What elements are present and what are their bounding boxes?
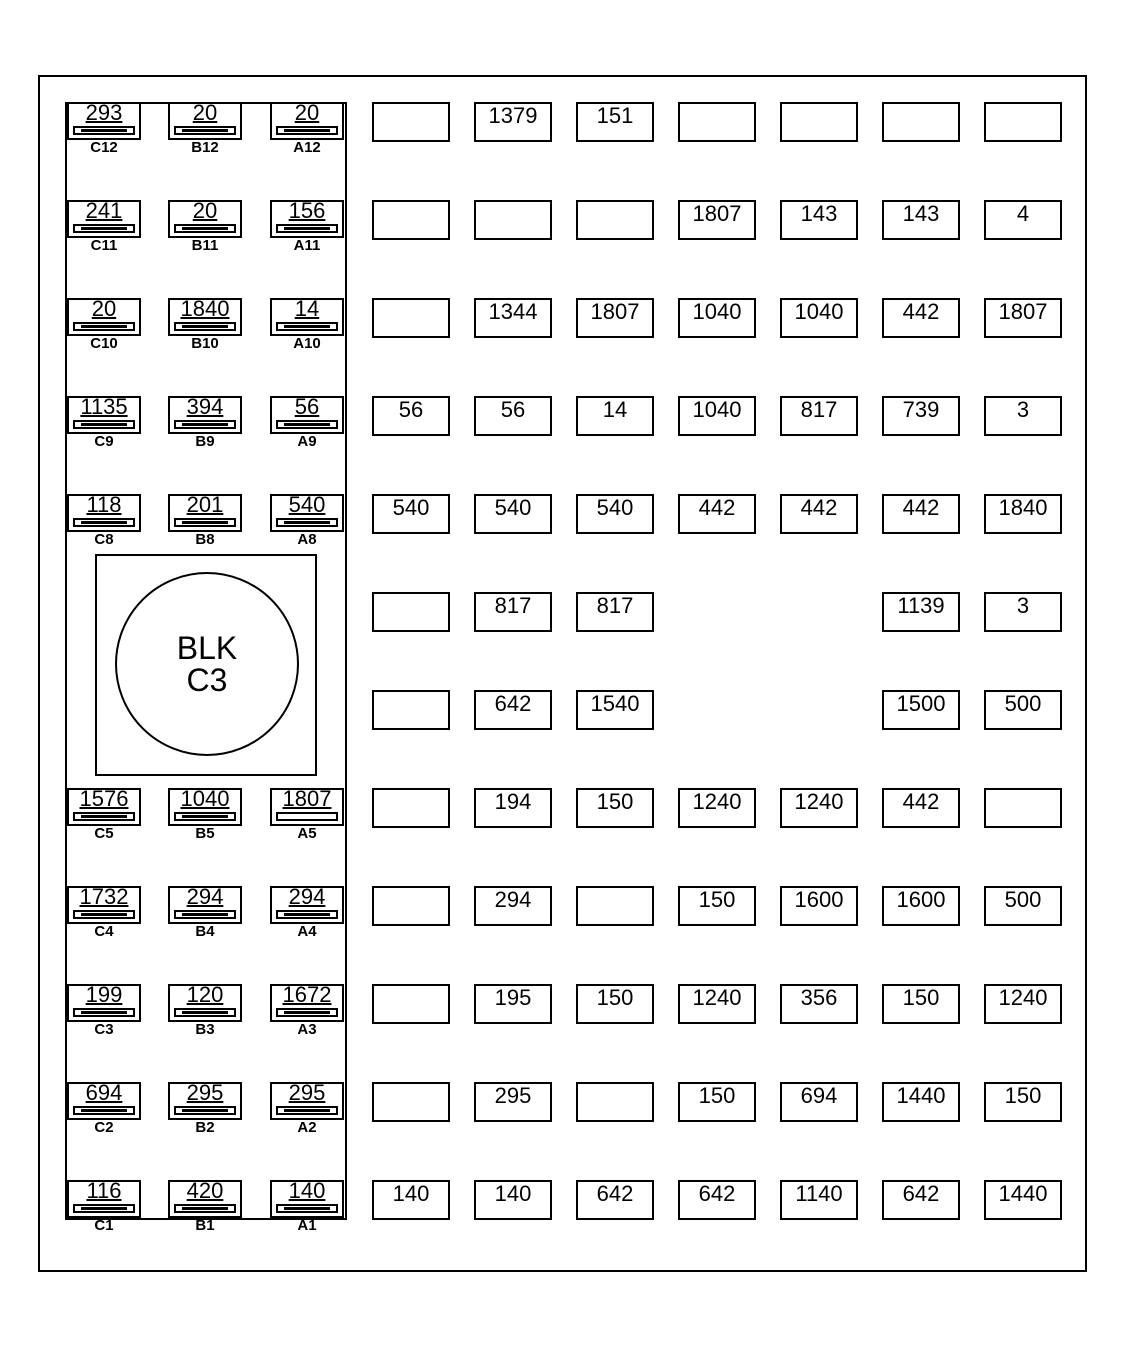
terminal-pin (270, 1082, 344, 1120)
terminal-slot-icon (276, 322, 338, 331)
terminal-slot-icon (174, 126, 236, 135)
terminal-pin (67, 494, 141, 532)
cavity-cell: 150 (576, 788, 654, 828)
circuit-number: 1672 (282, 982, 332, 1007)
cavity-cell (372, 1082, 450, 1122)
cavity-cell: 3 (984, 396, 1062, 436)
circuit-number: 140 (288, 1178, 326, 1203)
cavity-cell: 1600 (882, 886, 960, 926)
pin-label: A5 (297, 825, 317, 842)
circuit-number: 201 (186, 492, 224, 517)
terminal-pin (168, 200, 242, 238)
cavity-cell (372, 592, 450, 632)
cavity-cell: 150 (882, 984, 960, 1024)
cavity-cell: 442 (780, 494, 858, 534)
terminal-pin (270, 102, 344, 140)
cavity-cell (984, 102, 1062, 142)
cavity-cell: 817 (780, 396, 858, 436)
circuit-number: 295 (288, 1080, 326, 1105)
terminal-slot-icon (276, 518, 338, 527)
cavity-cell: 195 (474, 984, 552, 1024)
cavity-cell: 150 (678, 1082, 756, 1122)
pin-label: B12 (191, 139, 219, 156)
cavity-cell: 1040 (780, 298, 858, 338)
connector-name-label: C3 (186, 662, 228, 698)
cavity-cell: 739 (882, 396, 960, 436)
terminal-slot-icon (73, 1008, 135, 1017)
cavity-cell: 642 (576, 1180, 654, 1220)
cavity-cell: 143 (780, 200, 858, 240)
circuit-number: 294 (288, 884, 326, 909)
terminal-pin (270, 494, 344, 532)
pin-label: C3 (94, 1021, 114, 1038)
pin-label: B4 (195, 923, 215, 940)
terminal-slot-icon (276, 1204, 338, 1213)
cavity-cell (576, 886, 654, 926)
circuit-number: 20 (192, 100, 218, 125)
cavity-cell: 442 (882, 494, 960, 534)
cavity-cell (882, 102, 960, 142)
pin-label: A10 (293, 335, 321, 352)
terminal-slot-icon (73, 420, 135, 429)
terminal-pin (67, 788, 141, 826)
cavity-cell: 1807 (576, 298, 654, 338)
circuit-number: 120 (186, 982, 224, 1007)
terminal-pin (67, 886, 141, 924)
circuit-number: 1807 (282, 786, 332, 811)
terminal-slot-icon (174, 322, 236, 331)
circuit-number: 1576 (79, 786, 129, 811)
pin-label: B10 (191, 335, 219, 352)
pin-label: B8 (195, 531, 215, 548)
cavity-cell (372, 788, 450, 828)
terminal-pin (67, 396, 141, 434)
terminal-slot-icon (174, 420, 236, 429)
terminal-slot-icon (276, 1008, 338, 1017)
pin-label: B5 (195, 825, 215, 842)
cavity-cell: 442 (882, 298, 960, 338)
cavity-cell: 1240 (678, 984, 756, 1024)
cavity-cell: 1840 (984, 494, 1062, 534)
cavity-cell: 151 (576, 102, 654, 142)
terminal-pin (270, 886, 344, 924)
terminal-slot-icon (73, 518, 135, 527)
terminal-pin (67, 200, 141, 238)
cavity-cell (372, 298, 450, 338)
terminal-pin (168, 396, 242, 434)
terminal-slot-icon (174, 1106, 236, 1115)
circuit-number: 1732 (79, 884, 129, 909)
cavity-cell: 642 (882, 1180, 960, 1220)
cavity-cell: 4 (984, 200, 1062, 240)
cavity-cell (984, 788, 1062, 828)
circuit-number: 295 (186, 1080, 224, 1105)
pin-label: C9 (94, 433, 114, 450)
pin-label: A3 (297, 1021, 317, 1038)
circuit-number: 116 (86, 1178, 122, 1203)
connector-color-label: BLK (176, 630, 238, 666)
circuit-number: 420 (186, 1178, 224, 1203)
cavity-cell: 1240 (984, 984, 1062, 1024)
cavity-cell (372, 984, 450, 1024)
circuit-number: 20 (192, 198, 218, 223)
circuit-number: 294 (186, 884, 224, 909)
terminal-pin (168, 1082, 242, 1120)
cavity-cell: 1344 (474, 298, 552, 338)
cavity-cell: 1240 (780, 788, 858, 828)
pin-label: A4 (297, 923, 317, 940)
cavity-cell: 140 (474, 1180, 552, 1220)
pin-label: A9 (297, 433, 317, 450)
terminal-pin (168, 788, 242, 826)
terminal-pin (67, 102, 141, 140)
cavity-cell: 1540 (576, 690, 654, 730)
circuit-number: 293 (85, 100, 123, 125)
terminal-pin (67, 1082, 141, 1120)
cavity-cell: 1600 (780, 886, 858, 926)
cavity-cell: 150 (576, 984, 654, 1024)
cavity-cell (576, 1082, 654, 1122)
cavity-cell: 1500 (882, 690, 960, 730)
cavity-cell: 294 (474, 886, 552, 926)
terminal-slot-icon (73, 322, 135, 331)
circuit-number: 394 (186, 394, 224, 419)
terminal-slot-icon (73, 1106, 135, 1115)
pin-label: C12 (90, 139, 118, 156)
cavity-cell: 500 (984, 886, 1062, 926)
terminal-pin (168, 1180, 242, 1218)
cavity-cell: 143 (882, 200, 960, 240)
cavity-cell: 642 (678, 1180, 756, 1220)
terminal-slot-icon (73, 1204, 135, 1213)
cavity-cell: 1040 (678, 396, 756, 436)
terminal-pin (168, 886, 242, 924)
terminal-pin (67, 298, 141, 336)
circuit-number: 20 (91, 296, 117, 321)
circuit-number: 1040 (180, 786, 230, 811)
cavity-cell: 642 (474, 690, 552, 730)
cavity-cell: 1440 (882, 1082, 960, 1122)
terminal-pin (67, 1180, 141, 1218)
cavity-cell: 817 (576, 592, 654, 632)
cavity-cell: 540 (576, 494, 654, 534)
pin-label: A12 (293, 139, 321, 156)
cavity-cell: 817 (474, 592, 552, 632)
circuit-number: 694 (85, 1080, 123, 1105)
terminal-pin (67, 984, 141, 1022)
cavity-cell (678, 102, 756, 142)
terminal-slot-icon (73, 126, 135, 135)
pin-label: B3 (195, 1021, 215, 1038)
cavity-cell: 1139 (882, 592, 960, 632)
cavity-cell: 295 (474, 1082, 552, 1122)
pin-label: C4 (94, 923, 114, 940)
cavity-cell: 1379 (474, 102, 552, 142)
terminal-pin (270, 200, 344, 238)
circuit-number: 1135 (80, 394, 128, 419)
circuit-number: 241 (85, 198, 123, 223)
cavity-cell: 1807 (678, 200, 756, 240)
cavity-cell: 1440 (984, 1180, 1062, 1220)
terminal-pin (270, 396, 344, 434)
pin-label: A11 (293, 237, 321, 254)
terminal-pin (168, 984, 242, 1022)
cavity-cell: 500 (984, 690, 1062, 730)
circuit-number: 14 (294, 296, 320, 321)
pin-label: C2 (94, 1119, 114, 1136)
circuit-number: 118 (86, 492, 122, 517)
cavity-cell: 140 (372, 1180, 450, 1220)
terminal-slot-icon (276, 126, 338, 135)
circuit-number: 199 (85, 982, 123, 1007)
terminal-slot-icon (174, 1204, 236, 1213)
cavity-cell: 1807 (984, 298, 1062, 338)
cavity-cell: 1040 (678, 298, 756, 338)
terminal-pin (270, 298, 344, 336)
terminal-slot-icon (174, 1008, 236, 1017)
pin-label: C8 (94, 531, 114, 548)
connector-id-box (95, 554, 317, 776)
cavity-cell: 1140 (780, 1180, 858, 1220)
pin-label: C11 (90, 237, 118, 254)
circuit-number: 156 (288, 198, 326, 223)
terminal-pin (270, 1180, 344, 1218)
terminal-slot-icon (276, 420, 338, 429)
cavity-cell: 3 (984, 592, 1062, 632)
cavity-cell (780, 102, 858, 142)
cavity-cell: 150 (984, 1082, 1062, 1122)
cavity-cell: 14 (576, 396, 654, 436)
terminal-pin (168, 102, 242, 140)
cavity-cell: 442 (882, 788, 960, 828)
cavity-cell: 1240 (678, 788, 756, 828)
cavity-cell: 540 (474, 494, 552, 534)
cavity-cell: 540 (372, 494, 450, 534)
circuit-number: 20 (294, 100, 320, 125)
terminal-slot-icon (276, 910, 338, 919)
pin-label: A2 (297, 1119, 317, 1136)
circuit-number: 1840 (180, 296, 230, 321)
pin-label: B11 (191, 237, 219, 254)
cavity-cell: 356 (780, 984, 858, 1024)
terminal-slot-icon (174, 910, 236, 919)
terminal-pin (168, 494, 242, 532)
terminal-pin (168, 298, 242, 336)
cavity-cell (372, 200, 450, 240)
terminal-slot-icon (276, 1106, 338, 1115)
terminal-slot-icon (174, 812, 236, 821)
terminal-slot-icon (276, 224, 338, 233)
cavity-cell: 56 (372, 396, 450, 436)
cavity-cell: 442 (678, 494, 756, 534)
cavity-cell: 150 (678, 886, 756, 926)
cavity-cell (474, 200, 552, 240)
terminal-slot-icon (73, 224, 135, 233)
terminal-slot-icon (73, 910, 135, 919)
pin-label: A1 (297, 1217, 317, 1234)
terminal-pin (270, 984, 344, 1022)
circuit-number: 540 (288, 492, 326, 517)
terminal-slot-icon (276, 812, 338, 821)
cavity-cell (372, 102, 450, 142)
cavity-cell: 56 (474, 396, 552, 436)
terminal-slot-icon (174, 518, 236, 527)
pin-label: C5 (94, 825, 114, 842)
terminal-slot-icon (174, 224, 236, 233)
cavity-cell: 694 (780, 1082, 858, 1122)
cavity-cell (372, 690, 450, 730)
pin-label: C10 (90, 335, 118, 352)
cavity-cell (576, 200, 654, 240)
terminal-pin (270, 788, 344, 826)
pin-label: B2 (195, 1119, 215, 1136)
pin-label: A8 (297, 531, 317, 548)
pin-label: C1 (94, 1217, 114, 1234)
pin-label: B1 (195, 1217, 215, 1234)
pin-label: B9 (195, 433, 215, 450)
connector-id-circle (115, 572, 299, 756)
cavity-cell (372, 886, 450, 926)
cavity-cell: 194 (474, 788, 552, 828)
circuit-number: 56 (294, 394, 320, 419)
terminal-slot-icon (73, 812, 135, 821)
